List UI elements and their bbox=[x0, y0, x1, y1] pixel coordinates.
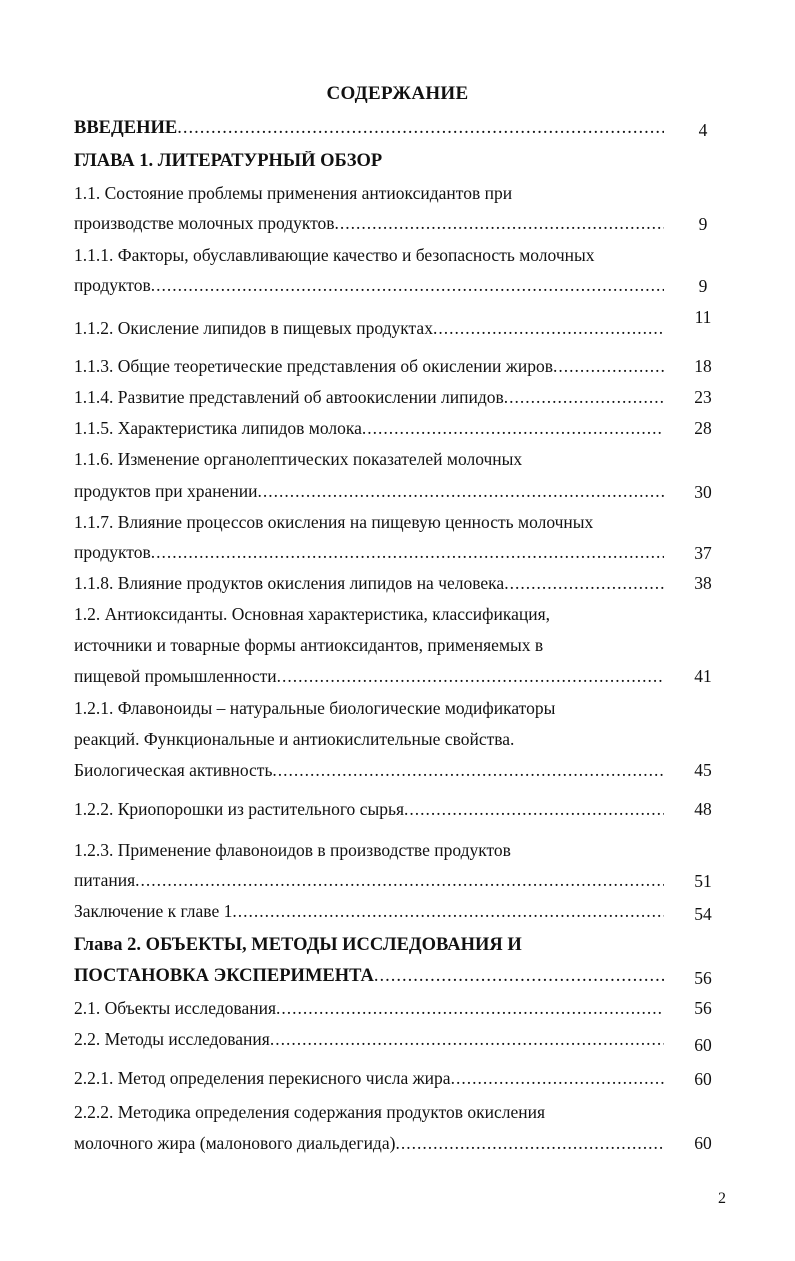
toc-page-number: 60 bbox=[694, 1069, 712, 1089]
toc-page-number: 54 bbox=[694, 904, 712, 924]
dot-leader bbox=[433, 318, 664, 339]
page-number: 2 bbox=[718, 1190, 726, 1207]
toc-entry-text: 1.2.1. Флавоноиды – натуральные биологические модификаторы bbox=[74, 698, 556, 718]
toc-entry-2-2-2-line1[interactable] bbox=[74, 1102, 664, 1130]
dot-leader bbox=[270, 1029, 664, 1050]
toc-entry-text: 1.1.1. Факторы, обуславливающие качество и безопасность молочных bbox=[74, 245, 595, 265]
toc-entry-1-2-line1[interactable] bbox=[74, 604, 664, 632]
toc-entry-text: молочного жира (малонового диальдегида) bbox=[74, 1133, 396, 1153]
toc-entry-text: 1.2.2. Криопорошки из растительного сырья bbox=[74, 799, 404, 819]
toc-entry-1-1-8[interactable] bbox=[74, 573, 664, 601]
toc-entry-1-1-6-line1[interactable] bbox=[74, 449, 664, 477]
toc-entry-text: питания bbox=[74, 870, 136, 890]
dot-leader bbox=[374, 966, 664, 987]
dot-leader bbox=[151, 275, 664, 296]
toc-entry-1-2-3-line1[interactable] bbox=[74, 840, 664, 868]
toc-entry-intro[interactable] bbox=[74, 118, 664, 146]
dot-leader bbox=[277, 666, 664, 687]
toc-entry-1-2-line2[interactable] bbox=[74, 635, 664, 663]
dot-leader bbox=[272, 760, 664, 781]
toc-page-number: 60 bbox=[694, 1035, 712, 1055]
toc-entry-1-1-5[interactable] bbox=[74, 418, 664, 446]
dot-leader bbox=[257, 481, 664, 502]
toc-page-number: 30 bbox=[694, 482, 712, 502]
toc-entry-text: ВВЕДЕНИЕ bbox=[74, 118, 178, 138]
toc-entry-text: 2.1. Объекты исследования bbox=[74, 998, 277, 1018]
toc-entry-2-2-2-line2[interactable] bbox=[74, 1133, 664, 1161]
chapter-2-heading-line2[interactable] bbox=[74, 966, 664, 994]
toc-entry-1-1-7-line1[interactable] bbox=[74, 512, 664, 540]
dot-leader bbox=[504, 573, 664, 594]
toc-entry-text: 2.2.1. Метод определения перекисного числа жира bbox=[74, 1068, 451, 1088]
toc-entry-text: 1.2. Антиоксиданты. Основная характеристика, классификация, bbox=[74, 604, 551, 624]
dot-leader bbox=[335, 213, 664, 234]
dot-leader bbox=[395, 1133, 664, 1154]
toc-page-number: 9 bbox=[698, 214, 708, 234]
toc-entry-1-1-4[interactable] bbox=[74, 387, 664, 415]
dot-leader bbox=[177, 118, 664, 139]
toc-entry-text: продуктов bbox=[74, 542, 151, 562]
toc-page-number: 45 bbox=[694, 760, 712, 780]
toc-entry-1-2-2[interactable] bbox=[74, 799, 664, 827]
toc-entry-1-1-line2[interactable] bbox=[74, 213, 664, 241]
dot-leader bbox=[276, 998, 664, 1019]
chapter-1-heading[interactable] bbox=[74, 151, 664, 179]
toc-entry-conclusion-1[interactable] bbox=[74, 901, 664, 929]
toc-page-number: 23 bbox=[694, 387, 712, 407]
toc-entry-text: 2.2. Методы исследования bbox=[74, 1029, 270, 1049]
toc-entry-1-1-1-line1[interactable] bbox=[74, 245, 664, 273]
toc-entry-text: 1.1.7. Влияние процессов окисления на пищевую ценность молочных bbox=[74, 512, 594, 532]
toc-entry-1-1-6-line2[interactable] bbox=[74, 481, 664, 509]
toc-entry-text: Биологическая активность bbox=[74, 760, 273, 780]
toc-entry-text: производстве молочных продуктов bbox=[74, 213, 335, 233]
toc-entry-1-1-3[interactable] bbox=[74, 356, 664, 384]
toc-entry-1-1-7-line2[interactable] bbox=[74, 542, 664, 570]
toc-entry-text: 1.1. Состояние проблемы применения антиоксидантов при bbox=[74, 183, 513, 203]
toc-entry-text: 1.1.6. Изменение органолептических показателей молочных bbox=[74, 449, 523, 469]
toc-page-number: 38 bbox=[694, 573, 712, 593]
toc-entry-1-1-1-line2[interactable] bbox=[74, 275, 664, 303]
toc-page-number: 4 bbox=[698, 120, 708, 140]
toc-entry-text: продуктов при хранении bbox=[74, 481, 258, 501]
toc-page-number: 56 bbox=[694, 968, 712, 988]
toc-page-number: 9 bbox=[698, 276, 708, 296]
toc-entry-1-1-2[interactable] bbox=[74, 318, 664, 346]
toc-page-number: 56 bbox=[694, 998, 712, 1018]
toc-entry-text: Заключение к главе 1 bbox=[74, 901, 233, 921]
dot-leader bbox=[151, 542, 664, 563]
chapter-heading-text: ГЛАВА 1. ЛИТЕРАТУРНЫЙ ОБЗОР bbox=[74, 151, 383, 171]
chapter-heading-text: ПОСТАНОВКА ЭКСПЕРИМЕНТА bbox=[74, 966, 374, 986]
toc-entry-text: 1.1.8. Влияние продуктов окисления липидов на человека bbox=[74, 573, 505, 593]
dot-leader bbox=[135, 870, 664, 891]
chapter-heading-text: Глава 2. ОБЪЕКТЫ, МЕТОДЫ ИССЛЕДОВАНИЯ И bbox=[74, 935, 522, 955]
toc-entry-text: 1.1.2. Окисление липидов в пищевых продуктах bbox=[74, 318, 433, 338]
page-title: СОДЕРЖАНИЕ bbox=[326, 83, 469, 104]
toc-entry-1-2-1-line2[interactable] bbox=[74, 729, 664, 757]
toc-entry-1-2-1-line1[interactable] bbox=[74, 698, 664, 726]
toc-entry-text: пищевой промышленности bbox=[74, 666, 277, 686]
toc-entry-1-2-3-line2[interactable] bbox=[74, 870, 664, 898]
toc-entry-text: 1.2.3. Применение флавоноидов в производстве продуктов bbox=[74, 840, 511, 860]
toc-entry-text: источники и товарные формы антиоксидантов, применяемых в bbox=[74, 635, 544, 655]
toc-entry-2-2[interactable] bbox=[74, 1029, 664, 1057]
toc-entry-1-2-1-line3[interactable] bbox=[74, 760, 664, 788]
toc-page-number: 11 bbox=[694, 307, 712, 327]
toc-entry-text: продуктов bbox=[74, 275, 151, 295]
dot-leader bbox=[404, 799, 664, 820]
toc-entry-text: 1.1.3. Общие теоретические представления об окислении жиров bbox=[74, 356, 553, 376]
chapter-2-heading-line1[interactable] bbox=[74, 935, 664, 963]
toc-entry-text: 1.1.5. Характеристика липидов молока bbox=[74, 418, 362, 438]
toc-entry-1-2-line3[interactable] bbox=[74, 666, 664, 694]
toc-page-number: 48 bbox=[694, 799, 712, 819]
dot-leader bbox=[362, 418, 664, 439]
toc-page-number: 60 bbox=[694, 1133, 712, 1153]
dot-leader bbox=[232, 901, 664, 922]
toc-entry-text: 1.1.4. Развитие представлений об автоокислении липидов bbox=[74, 387, 504, 407]
toc-page-number: 18 bbox=[694, 356, 712, 376]
toc-entry-1-1-line1[interactable] bbox=[74, 183, 664, 211]
toc-page-number: 51 bbox=[694, 871, 712, 891]
toc-page-number: 41 bbox=[694, 666, 712, 686]
toc-entry-2-2-1[interactable] bbox=[74, 1068, 664, 1096]
toc-page-number: 28 bbox=[694, 418, 712, 438]
dot-leader bbox=[451, 1068, 664, 1089]
toc-entry-2-1[interactable] bbox=[74, 998, 664, 1026]
dot-leader bbox=[504, 387, 664, 408]
toc-entry-text: 2.2.2. Методика определения содержания продуктов окисления bbox=[74, 1102, 546, 1122]
dot-leader bbox=[553, 356, 664, 377]
toc-entry-text: реакций. Функциональные и антиокислительные свойства. bbox=[74, 729, 515, 749]
toc-page-number: 37 bbox=[694, 543, 712, 563]
